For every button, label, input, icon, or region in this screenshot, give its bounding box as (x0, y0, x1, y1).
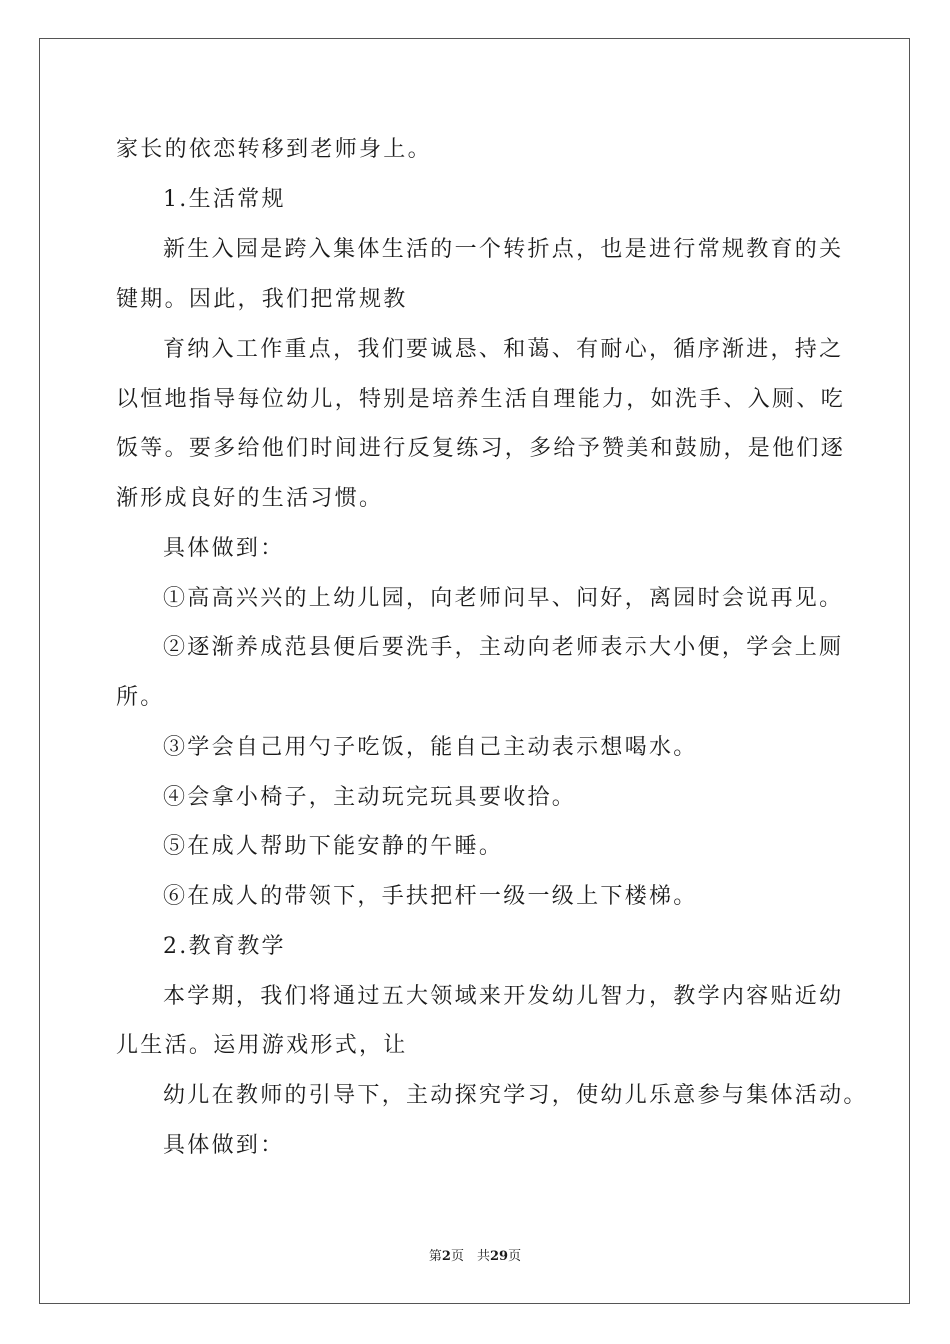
paragraph-line: 具体做到： (163, 536, 285, 561)
paragraph-line: 儿生活。运用游戏形式，让 (116, 1033, 408, 1058)
list-item: ①高高兴兴的上幼儿园，向老师问早、问好，离园时会说再见。 (163, 586, 844, 611)
page-footer (0, 1248, 950, 1266)
paragraph-line: 键期。因此，我们把常规教 (116, 287, 408, 312)
page-frame (39, 38, 910, 1304)
footer-mid: 页 共 (450, 1249, 490, 1264)
paragraph-line: 所。 (116, 685, 165, 710)
paragraph-line: 具体做到： (163, 1133, 285, 1158)
footer-suffix: 页 (508, 1249, 522, 1264)
list-item: ⑥在成人的带领下，手扶把杆一级一级上下楼梯。 (163, 884, 698, 909)
paragraph-line: 幼儿在教师的引导下，主动探究学习，使幼儿乐意参与集体活动。 (163, 1083, 868, 1108)
paragraph-line: 新生入园是跨入集体生活的一个转折点，也是进行常规教育的关 (163, 237, 844, 262)
paragraph-line: 本学期，我们将通过五大领域来开发幼儿智力，教学内容贴近幼 (163, 984, 844, 1009)
footer-prefix: 第 (428, 1249, 442, 1264)
list-item: ②逐渐养成范县便后要洗手，主动向老师表示大小便，学会上厕 (163, 635, 844, 660)
paragraph-line: 育纳入工作重点，我们要诚恳、和蔼、有耐心，循序渐进，持之 (163, 337, 844, 362)
section-heading: 2.教育教学 (163, 934, 286, 959)
paragraph-line: 家长的依恋转移到老师身上。 (116, 137, 432, 162)
section-heading: 1.生活常规 (163, 187, 286, 212)
total-pages-number: 29 (489, 1249, 509, 1264)
current-page-number: 2 (441, 1249, 451, 1264)
paragraph-line: 饭等。要多给他们时间进行反复练习，多给予赞美和鼓励，是他们逐 (116, 436, 846, 461)
list-item: ④会拿小椅子，主动玩完玩具要收拾。 (163, 785, 577, 810)
list-item: ⑤在成人帮助下能安静的午睡。 (163, 834, 504, 859)
list-item: ③学会自己用勺子吃饭，能自己主动表示想喝水。 (163, 735, 698, 760)
paragraph-line: 渐形成良好的生活习惯。 (116, 486, 384, 511)
paragraph-line: 以恒地指导每位幼儿，特别是培养生活自理能力，如洗手、入厕、吃 (116, 387, 846, 412)
